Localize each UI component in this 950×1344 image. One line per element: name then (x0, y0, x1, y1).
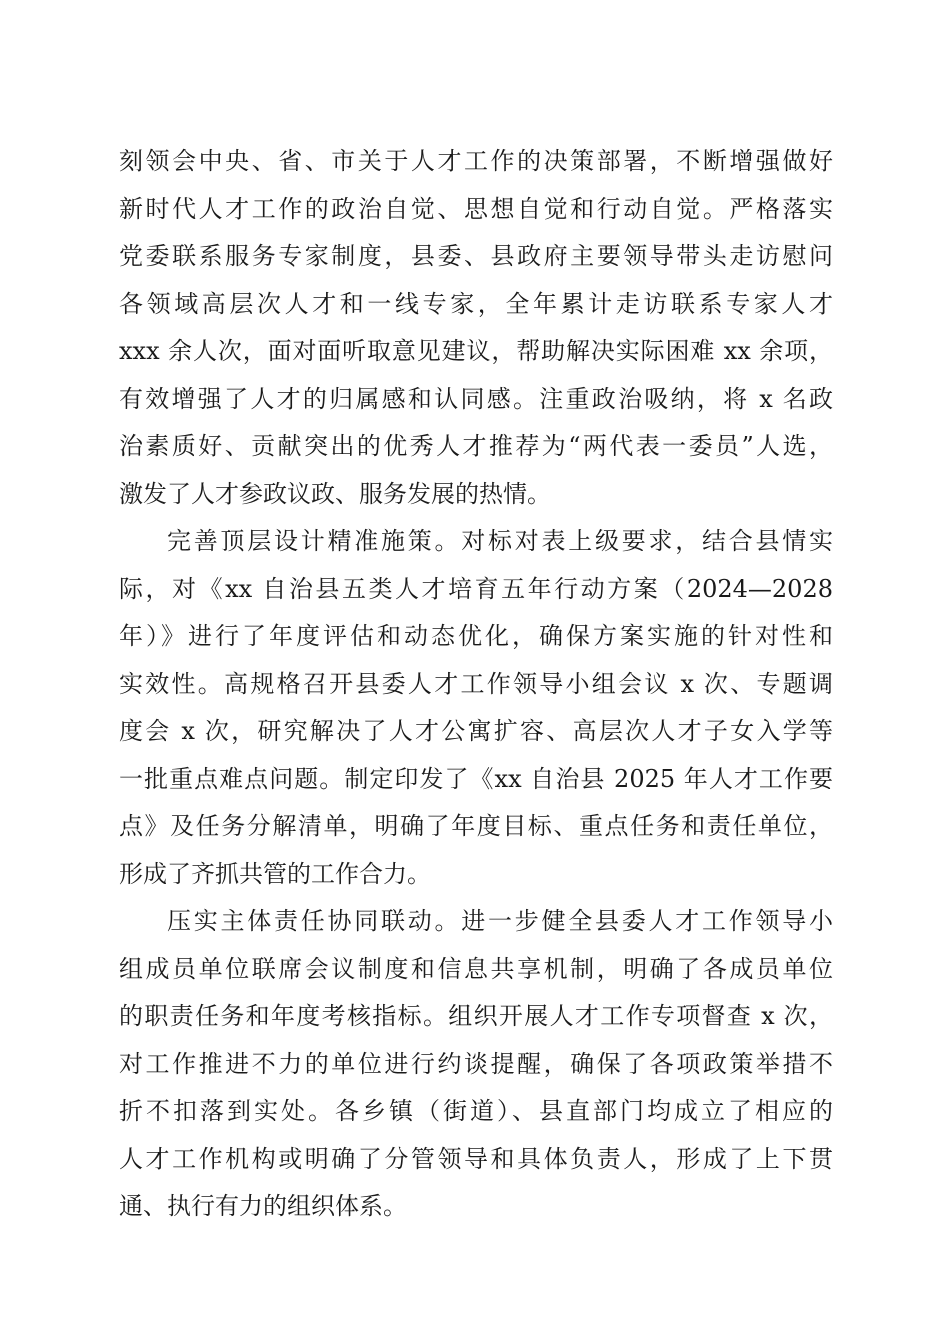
body-text (119, 138, 833, 1231)
text-line: 折不扣落到实处。各乡镇（街道）、县直部门均成立了相应的 (119, 1097, 833, 1125)
text-line: 组成员单位联席会议制度和信息共享机制，明确了各成员单位 (119, 954, 833, 983)
text-line: 党委联系服务专家制度，县委、县政府主要领导带头走访慰问 (119, 242, 833, 270)
text-line: xxx 余人次，面对面听取意见建议，帮助解决实际困难 xx 余项， (119, 337, 833, 365)
text-line: 对工作推进不力的单位进行约谈提醒，确保了各项政策举措不 (119, 1049, 833, 1078)
text-line: 新时代人才工作的政治自觉、思想自觉和行动自觉。严格落实 (119, 194, 833, 223)
text-line: 通、执行有力的组织体系。 (119, 1192, 407, 1220)
text-line: 人才工作机构或明确了分管领导和具体负责人，形成了上下贯 (119, 1144, 833, 1173)
text-line: 度会 x 次，研究解决了人才公寓扩容、高层次人才子女入学等 (119, 717, 833, 745)
paragraph (119, 898, 833, 1231)
text-line: 激发了人才参政议政、服务发展的热情。 (119, 479, 551, 508)
text-line: 实效性。高规格召开县委人才工作领导小组会议 x 次、专题调 (119, 669, 833, 698)
text-line: 一批重点难点问题。制定印发了《xx 自治县 2025 年人才工作要 (119, 764, 833, 793)
text-line: 完善顶层设计精准施策。对标对表上级要求，结合县情实 (167, 527, 833, 555)
text-line: 刻领会中央、省、市关于人才工作的决策部署，不断增强做好 (119, 147, 833, 175)
text-line: 形成了齐抓共管的工作合力。 (119, 859, 431, 888)
text-line: 有效增强了人才的归属感和认同感。注重政治吸纳，将 x 名政 (119, 384, 833, 413)
text-line: 际，对《xx 自治县五类人才培育五年行动方案（2024—2028 (119, 574, 833, 603)
paragraph (119, 518, 833, 898)
text-line: 年）》进行了年度评估和动态优化，确保方案实施的针对性和 (119, 622, 833, 650)
paragraph (119, 138, 833, 518)
text-line: 的职责任务和年度考核指标。组织开展人才工作专项督查 x 次， (119, 1002, 833, 1030)
text-line: 各领域高层次人才和一线专家，全年累计走访联系专家人才 (119, 289, 833, 318)
text-line: 压实主体责任协同联动。进一步健全县委人才工作领导小 (167, 907, 833, 935)
text-line: 治素质好、贡献突出的优秀人才推荐为“两代表一委员”人选， (119, 432, 833, 460)
text-line: 点》及任务分解清单，明确了年度目标、重点任务和责任单位， (119, 812, 833, 840)
